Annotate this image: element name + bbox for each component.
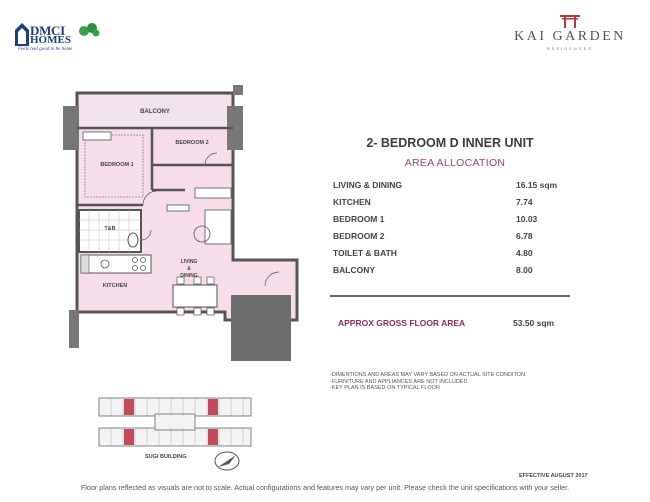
kai-garden-sub: RESIDENCES (546, 46, 593, 51)
kai-garden-logo (505, 14, 635, 54)
dining-table (173, 285, 217, 307)
kitchen-counter (81, 255, 151, 273)
shelf (167, 205, 189, 211)
area-value: 10.03 (516, 214, 538, 224)
area-row-balcony (333, 265, 573, 279)
dmci-tagline: Feels real good to be home (18, 47, 73, 52)
area-label: BEDROOM 1 (333, 214, 385, 224)
fridge (81, 255, 89, 273)
closet-2 (195, 188, 231, 198)
disclaimer-line: -DIMENTIONS AND AREAS MAY VARY BASED ON ACTUAL SITE CONDITON. (330, 372, 527, 378)
torii-gate-icon (559, 14, 581, 28)
area-allocation-heading: AREA ALLOCATION (404, 157, 506, 169)
disclaimer-line: -FURNITURE AND APPLIANCES ARE NOT INCLUDED. (330, 378, 469, 385)
label-bedroom1: BEDROOM 1 (100, 162, 134, 168)
effective-date: EFFECTIVE AUGUST 2017 (519, 473, 588, 479)
key-plan-building-label: SUGI BUILDING (145, 454, 187, 460)
dmci-homes-logo (14, 20, 124, 54)
disclaimers (330, 372, 580, 392)
footer-note: Floor plans reflected as visuals are not to scale. Actual configurations and features may vary per unit. Please check the unit specifications with your seller. (80, 483, 570, 492)
floor-plan (55, 80, 315, 365)
dmci-brand-text: DMCI (30, 23, 65, 38)
area-row-bedroom1 (333, 214, 573, 228)
column-top (233, 85, 243, 95)
closet-1 (83, 132, 111, 140)
toilet-fixture (128, 233, 138, 247)
label-bedroom2: BEDROOM 2 (175, 140, 209, 146)
area-value: 8.00 (516, 265, 533, 275)
label-dining: DINING (180, 273, 198, 279)
tv-console (205, 210, 231, 244)
area-label: TOILET & BATH (333, 248, 397, 258)
gross-floor-area (338, 318, 578, 332)
label-living: LIVING (180, 259, 198, 265)
area-label: KITCHEN (333, 197, 371, 207)
leaf-icon (78, 22, 100, 38)
unit-title: 2- BEDROOM D INNER UNIT (366, 136, 534, 150)
label-balcony: BALCONY (140, 109, 170, 115)
key-plan (95, 392, 255, 452)
gross-label: APPROX GROSS FLOOR AREA (338, 318, 466, 328)
kai-garden-name: KAI GARDEN (514, 29, 626, 44)
dmci-emblem-icon (14, 22, 30, 48)
area-row-toilet-bath (333, 248, 573, 262)
section-divider (330, 295, 570, 297)
area-label: BEDROOM 2 (333, 231, 385, 241)
area-label: BALCONY (333, 265, 376, 275)
gross-value: 53.50 sqm (513, 318, 555, 328)
label-kitchen: KITCHEN (102, 283, 128, 289)
area-value: 16.15 sqm (516, 180, 558, 190)
area-value: 6.78 (516, 231, 533, 241)
label-and: & (187, 266, 191, 272)
area-row-bedroom2 (333, 231, 573, 245)
area-row-kitchen (333, 197, 573, 211)
area-value: 4.80 (516, 248, 533, 258)
dmci-brand-text-2: HOMES (30, 34, 71, 46)
column-bottom-right (231, 295, 291, 361)
label-tb: T&B (104, 226, 116, 232)
column-left (63, 106, 79, 150)
area-row-living-dining (333, 180, 573, 194)
area-label: LIVING & DINING (333, 180, 402, 190)
north-arrow-icon (213, 450, 241, 472)
area-value: 7.74 (516, 197, 533, 207)
column-bottom-left (69, 310, 79, 348)
disclaimer-line: -KEY PLAN IS BASED ON TYPICAL FLOOR (330, 385, 440, 391)
